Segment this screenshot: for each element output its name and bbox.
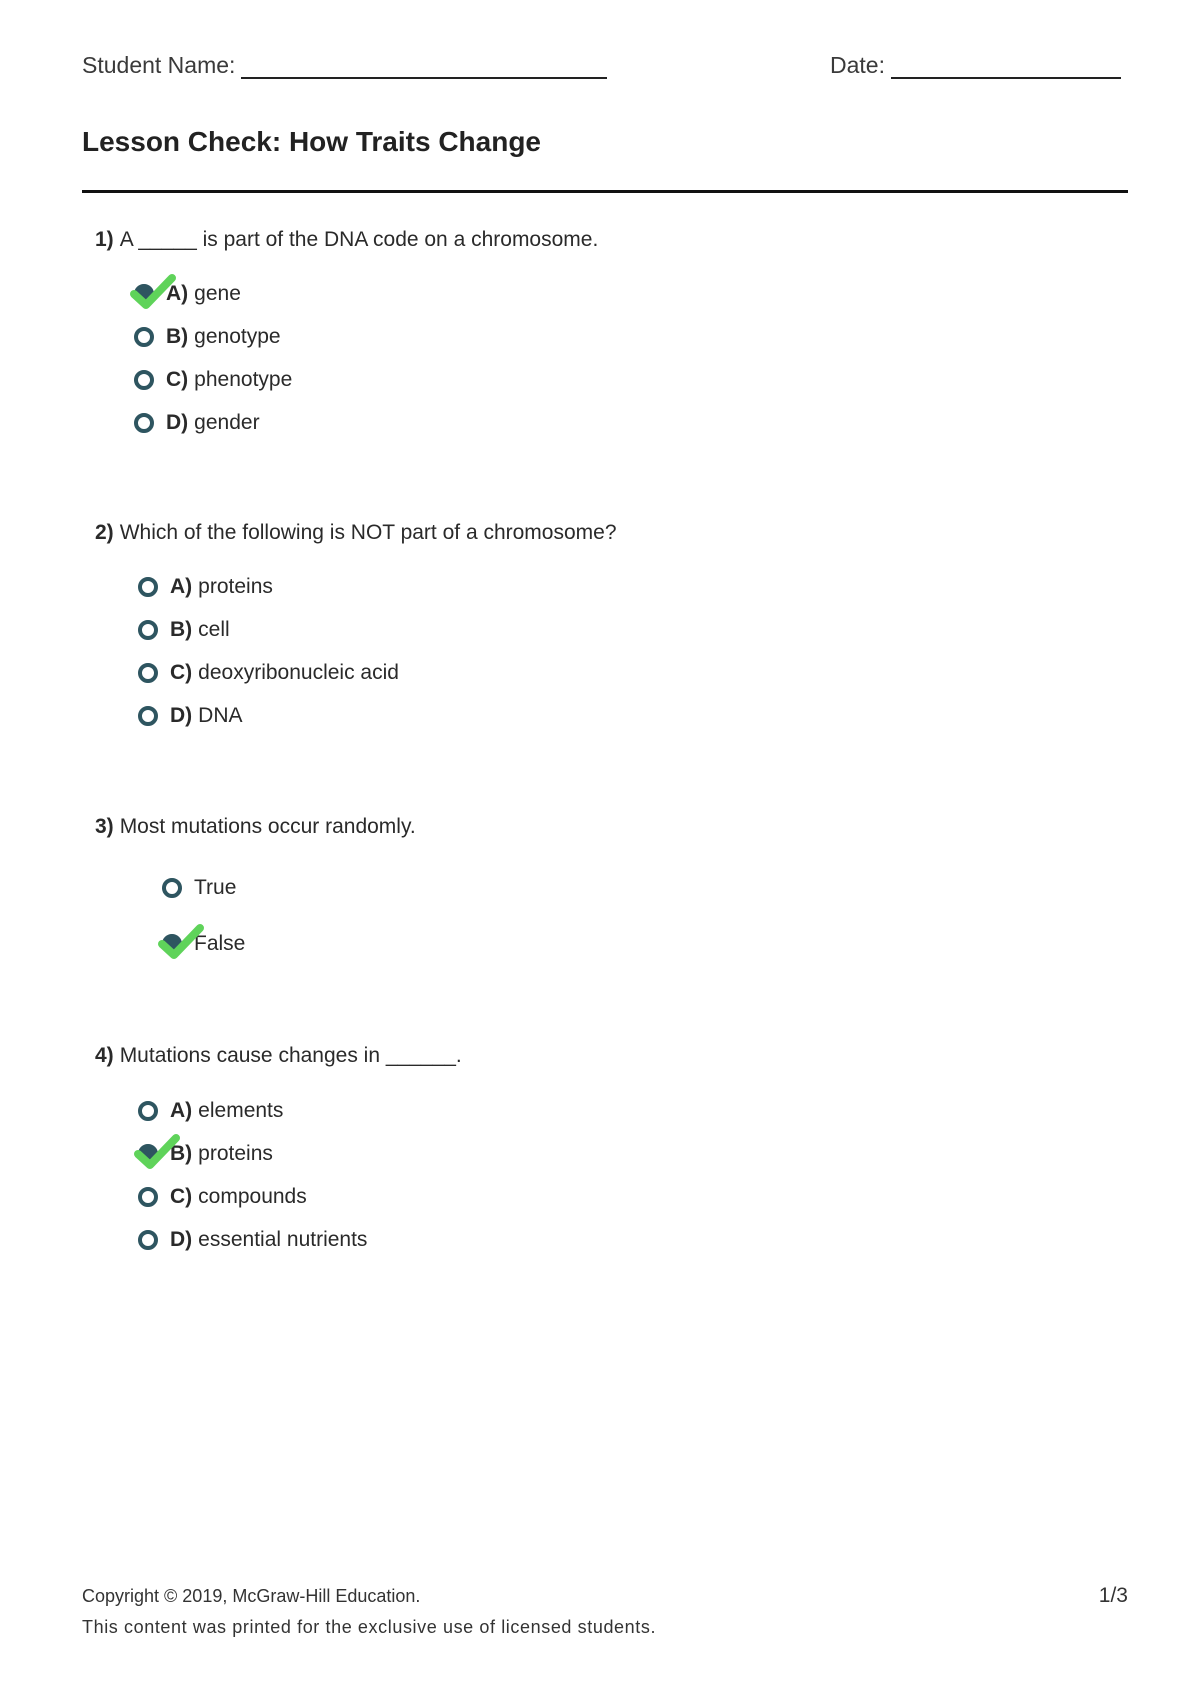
option-2a[interactable] [138,575,273,599]
option-3-false[interactable] [162,932,245,956]
option-text: proteins [198,575,273,598]
option-4b[interactable] [138,1142,273,1166]
option-text: True [194,876,237,899]
student-name-label: Student Name: [82,52,236,78]
option-letter: C) [170,1185,193,1208]
date-line[interactable] [891,55,1121,79]
radio-icon[interactable] [134,284,154,304]
option-4a[interactable] [138,1099,283,1123]
option-text: gene [194,282,241,305]
option-text: deoxyribonucleic acid [198,661,399,684]
question-text: Which of the following is NOT part of a chromosome? [119,521,617,544]
option-letter: D) [170,704,193,727]
date-label: Date: [830,52,885,78]
option-letter: B) [170,618,193,641]
option-letter: D) [170,1228,193,1251]
option-letter: A) [170,1099,193,1122]
question-4 [95,1044,462,1068]
radio-icon[interactable] [138,706,158,726]
option-text: essential nutrients [198,1228,368,1251]
option-text: DNA [198,704,243,727]
option-letter: A) [170,575,193,598]
student-name-field [82,52,607,79]
question-number: 4) [95,1044,114,1067]
radio-icon[interactable] [134,413,154,433]
option-text: gender [194,411,260,434]
option-4c[interactable] [138,1185,307,1209]
option-text: False [194,932,246,955]
option-1c[interactable] [134,368,292,392]
option-text: elements [198,1099,284,1122]
radio-icon[interactable] [138,620,158,640]
copyright-text: Copyright © 2019, McGraw-Hill Education. [82,1586,421,1606]
question-1 [95,228,598,252]
radio-icon[interactable] [162,878,182,898]
question-text: Most mutations occur randomly. [119,815,416,838]
option-letter: B) [166,325,189,348]
question-number: 3) [95,815,114,838]
title-divider [82,190,1128,193]
radio-icon[interactable] [134,370,154,390]
option-text: phenotype [194,368,293,391]
checkmark-icon [132,1132,182,1172]
radio-icon[interactable] [138,1187,158,1207]
option-text: genotype [194,325,281,348]
option-letter: D) [166,411,189,434]
radio-icon[interactable] [138,577,158,597]
option-text: cell [198,618,230,641]
checkmark-icon [128,272,178,312]
question-text: Mutations cause changes in ______. [119,1044,462,1067]
option-letter: C) [170,661,193,684]
radio-icon[interactable] [162,934,182,954]
radio-icon[interactable] [138,663,158,683]
question-number: 1) [95,228,114,251]
option-2b[interactable] [138,618,230,642]
option-1d[interactable] [134,411,260,435]
date-field [830,52,1121,79]
question-2 [95,521,617,545]
option-1a[interactable] [134,282,241,306]
radio-icon[interactable] [138,1101,158,1121]
checkmark-icon [156,922,206,962]
option-letter: B) [170,1142,193,1165]
license-notice: This content was printed for the exclusive use of licensed students. [82,1617,657,1637]
radio-icon[interactable] [138,1144,158,1164]
page-title: Lesson Check: How Traits Change [82,126,541,157]
option-letter: A) [166,282,189,305]
question-text: A _____ is part of the DNA code on a chromosome. [119,228,599,251]
option-text: compounds [198,1185,307,1208]
option-text: proteins [198,1142,273,1165]
option-2d[interactable] [138,704,243,728]
option-2c[interactable] [138,661,399,685]
student-name-line[interactable] [241,55,607,79]
page-number: 1/3 [1098,1584,1128,1607]
option-1b[interactable] [134,325,281,349]
option-4d[interactable] [138,1228,367,1252]
question-3 [95,815,416,839]
option-3-true[interactable] [162,876,236,900]
radio-icon[interactable] [138,1230,158,1250]
question-number: 2) [95,521,114,544]
radio-icon[interactable] [134,327,154,347]
option-letter: C) [166,368,189,391]
